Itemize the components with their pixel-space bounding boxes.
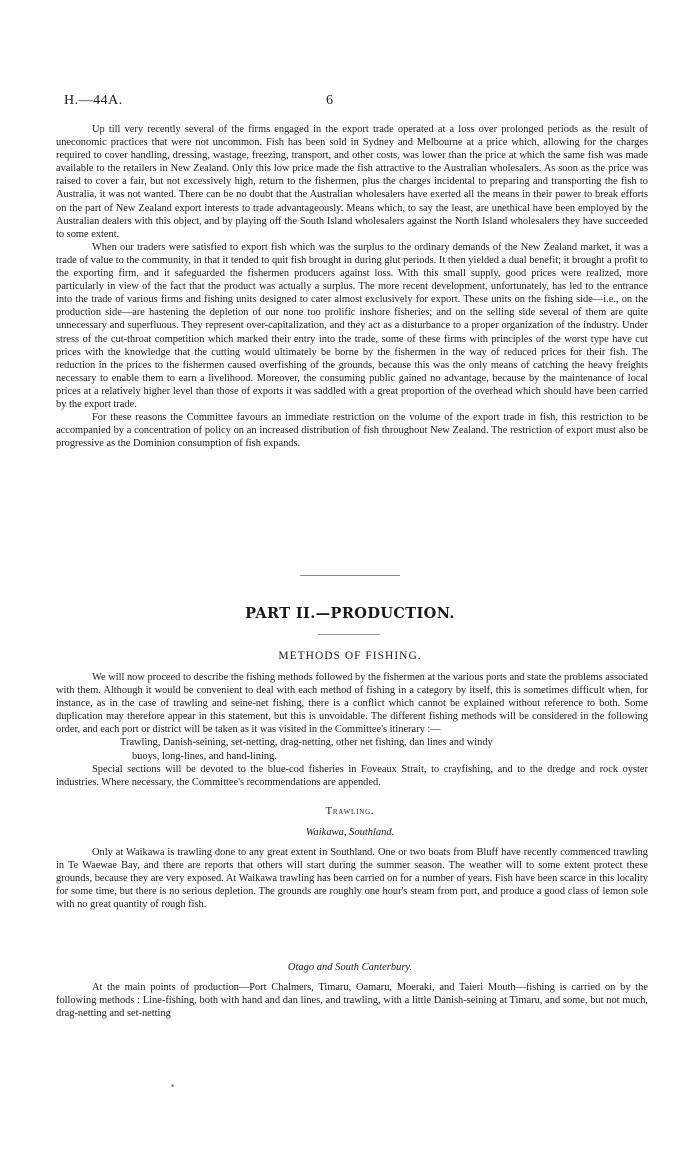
waikawa-section [56,846,648,911]
document-reference: H.—44A. [64,93,123,108]
paragraph: When our traders were satisfied to export fish which was the surplus to the ordinary demands of the New Zealand market, it was a trade of value to the community, in that it tended to quit fish brought in during glut periods. It then yielded a dual benefit; it brought a profit to the exporting firm, and it safeguarded the fishermen producers against loss. With this small supply, good prices were realized, more particularly in view of the fact that the product was actually a surplus. The more recent development, unfortunately, has led to the entrance into the trade of various firms and fishing units designed to cater almost exclusively for export. These units on the fishing side—i.e., on the production side—are hastening the depletion of our none too prolific inshore fisheries; and on the selling side several of them are quite unnecessary and superfluous. They represent over-capitalization, and they act as a disturbance to a proper organization of the industry. Under stress of the cut-throat competition which marked their entry into the trade, some of these firms with principles of the worst type have cut prices with the knowledge that the cutting would ultimately be borne by the fishermen in the way of reduced prices for their fish. The reduction in the prices to the fishermen caused overfishing of the grounds, because this was the only means of catching the heavy freights necessary to enable them to earn a livelihood. Moreover, the consuming public gained no advantage, because by the maintenance of local prices at a relatively higher level than those of exports it was saddled with a great proportion of the overhead which should have been carried by the export trade. [56,241,648,410]
paragraph: Special sections will be devoted to the blue-cod fisheries in Foveaux Strait, to crayfishing, and to the dredge and rock oyster industries. Where necessary, the Committee's recommendations are appended. [56,763,648,788]
otago-section [56,981,648,1020]
paragraph: At the main points of production—Port Chalmers, Timaru, Oamaru, Moeraki, and Taieri Mouth—fishing is carried on by the following methods : Line-fishing, both with hand and dan lines, and trawling, with a little Danish-seining at Timaru, and some, but not much, drag-netting and set-netting [56,982,648,1020]
paragraph: Up till very recently several of the firms engaged in the export trade operated at a loss over prolonged periods as the result of uneconomic practices that were not uncommon. Fish has been sold in Sydney and Melbourne at a price which, allowing for the charges required to cover handling, dressing, wastage, freezing, transport, and other costs, was lower than the price at which the same fish was made available to the retailers in New Zealand. Only this low price made the fish attractive to the Australian wholesalers. As soon as the price was raised to cover a fair, but not excessively high, return to the fishermen, plus the charges incidental to preparing and transporting the fish to Australia, it was not wanted. There can be no doubt that the Australian wholesalers have exerted all the means in their power to break efforts on the part of New Zealand export interests to trade advantageously. Means which, to say the least, are unethical have been employed by the Australian dealers with this object, and by playing off the South Island wholesalers against the North Island wholesalers they have succeeded to some extent. [56,124,648,240]
paragraph: For these reasons the Committee favours an immediate restriction on the volume of the export trade in fish, this restriction to be accompanied by a concentration of policy on an increased distribution of fish throughout New Zealand. The restriction of export must also be progressive as the Dominion consumption of fish expands. [56,412,648,450]
title-underline [318,634,380,635]
methods-list-line: buoys, long-lines, and hand-lining. [132,750,277,762]
scan-speck: • [171,1081,175,1091]
methods-list [56,736,648,762]
page-number: 6 [326,93,333,108]
export-trade-section [56,123,648,450]
methods-list-line: Trawling, Danish-seining, set-netting, drag-netting, other net fishing, dan lines and windy [120,737,493,749]
paragraph: Only at Waikawa is trawling done to any great extent in Southland. One or two boats from Bluff have recently commenced trawling in Te Waewae Bay, and there are reports that others will start during the summer season. The weather will to some extent protect these grounds, because they are very exposed. At Waikawa trawling has been carried on for a number of years. Fish have been scarce in this locality for some time, but there is no serious depletion. The grounds are roughly one hour's steam from port, and produce a good class of lemon sole with no great quantity of rough fish. [56,847,648,911]
otago-heading: Otago and South Canterbury. [287,962,413,973]
methods-heading: METHODS OF FISHING. [278,650,422,662]
methods-section [56,671,648,789]
trawling-heading: Trawling. [325,806,375,817]
part-title: PART II.—PRODUCTION. [245,605,455,622]
paragraph: We will now proceed to describe the fishing methods followed by the fishermen at the various ports and state the problems associated with them. Although it would be convenient to deal with each method of fishing in a category by itself, this is sometimes difficult when, for instance, as in the case of trawling and seine-net fishing, there is a conflict which cannot be explained without reference to both. Some duplication may therefore appear in this statement, but this is unvoidable. The different fishing methods will be considered in the following order, and each port or district will be taken as it was visited in the Committee's itinerary :— [56,672,648,736]
waikawa-heading: Waikawa, Southland. [305,827,395,838]
section-divider [300,575,400,576]
